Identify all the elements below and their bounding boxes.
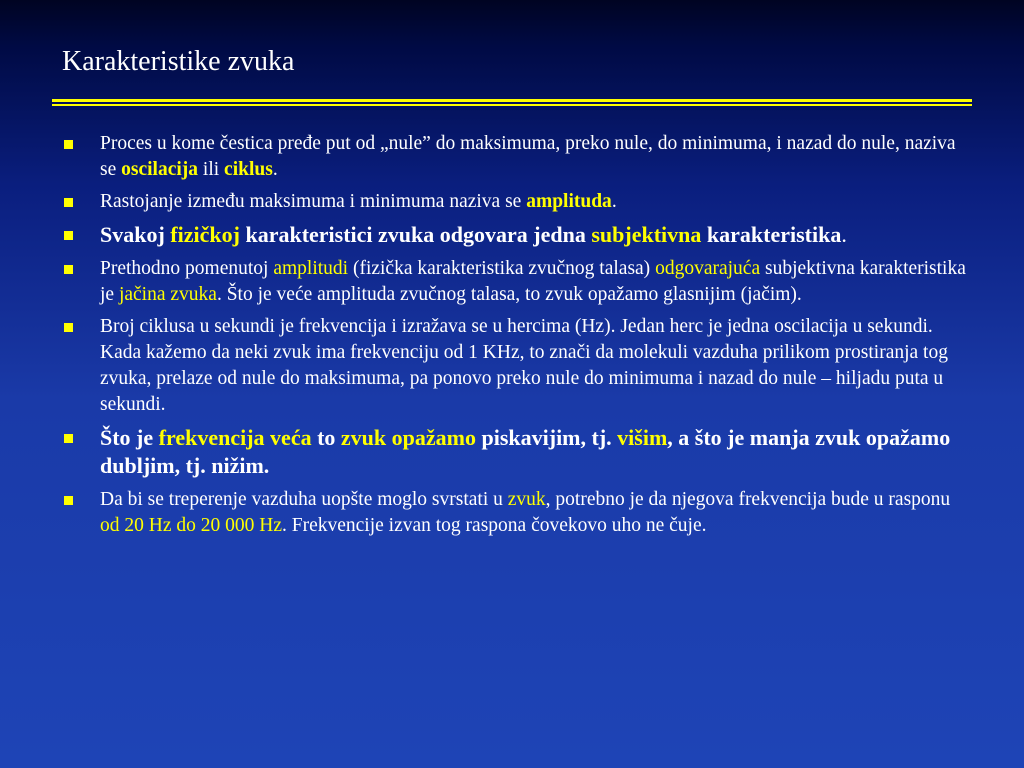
- text-segment: Proces u kome čestica pređe put od „nule” do maksimuma, preko nule, do minimuma, i nazad do nule, naziva se: [100, 133, 956, 180]
- text-segment: .: [611, 191, 617, 212]
- text-segment: , potrebno je da njegova frekvencija bude u rasponu: [545, 488, 951, 510]
- text-segment: . Frekvencije izvan tog raspona čovekovo uho ne čuje.: [281, 514, 707, 536]
- term-jacina-zvuka: jačina zvuka: [118, 283, 217, 305]
- text-segment: Da bi se treperenje vazduha uopšte moglo svrstati u: [100, 488, 508, 510]
- text-segment: to: [311, 424, 341, 450]
- term-amplitudi: amplitudi: [273, 257, 349, 279]
- term-ciklus: ciklus: [224, 159, 273, 180]
- text-segment: ili: [198, 159, 225, 180]
- term-oscilacija: oscilacija: [121, 159, 199, 180]
- square-bullet-icon: [64, 434, 73, 443]
- bullet-item-physical-subjective: [64, 221, 974, 250]
- term-visim: višim: [617, 424, 668, 450]
- text-segment: , a što je manja zvuk opažamo dubljim, tj. nižim.: [100, 424, 951, 478]
- bullet-item-pitch: [64, 424, 974, 481]
- term-zvuk-opazamo: zvuk opažamo: [340, 424, 476, 450]
- text-segment: . Što je veće amplituda zvučnog talasa, to zvuk opažamo glasnijim (jačim).: [216, 283, 802, 305]
- bullet-item-loudness: [64, 256, 974, 308]
- term-odgovarajuca: odgovarajuća: [655, 257, 761, 279]
- term-fizickoj: fizičkoj: [170, 222, 240, 247]
- text-segment: Prethodno pomenutoj: [100, 257, 274, 279]
- text-segment: .: [841, 222, 847, 247]
- text-segment: subjektivna karakteristika je: [100, 257, 966, 305]
- text-segment: .: [272, 159, 278, 180]
- square-bullet-icon: [64, 496, 73, 505]
- bullet-item-audible-range: [64, 487, 974, 539]
- text-segment: (fizička karakteristika zvučnog talasa): [348, 257, 656, 279]
- bullet-list: [64, 131, 974, 545]
- text-segment: Broj ciklusa u sekundi je frekvencija i izražava se u hercima (Hz). Jedan herc je jedna oscilacija u sekundi. Kada kažemo da neki zvuk ima frekvenciju od 1 KHz, to znači da molekuli vazduha prilikom prostiranja tog zvuka, prelaze od nule do maksimuma, pa ponovo preko nule do minimuma i nazad do nule – hiljadu puta u sekundi.: [100, 315, 948, 415]
- square-bullet-icon: [64, 198, 73, 207]
- title-underline-bottom: [52, 104, 972, 106]
- square-bullet-icon: [64, 140, 73, 149]
- term-amplituda: amplituda: [526, 191, 612, 212]
- square-bullet-icon: [64, 231, 73, 240]
- bullet-item-amplitude: [64, 189, 974, 215]
- term-frequency-range: od 20 Hz do 20 000 Hz: [100, 514, 282, 536]
- term-subjektivna: subjektivna: [591, 222, 702, 247]
- title-underline-top: [52, 99, 972, 102]
- text-segment: Svakoj: [100, 222, 171, 247]
- term-frekvencija-veca: frekvencija veća: [158, 424, 312, 450]
- square-bullet-icon: [64, 265, 73, 274]
- bullet-item-oscillation: [64, 131, 974, 183]
- square-bullet-icon: [64, 323, 73, 332]
- text-segment: Što je: [100, 424, 159, 450]
- slide-title: Karakteristike zvuka: [62, 46, 295, 77]
- text-segment: karakteristika: [701, 222, 842, 247]
- text-segment: karakteristici zvuka odgovara jedna: [239, 222, 592, 247]
- bullet-item-frequency-definition: [64, 314, 974, 418]
- text-segment: piskavijim, tj.: [475, 424, 618, 450]
- term-zvuk: zvuk: [507, 488, 546, 510]
- text-segment: Rastojanje između maksimuma i minimuma naziva se: [100, 191, 527, 212]
